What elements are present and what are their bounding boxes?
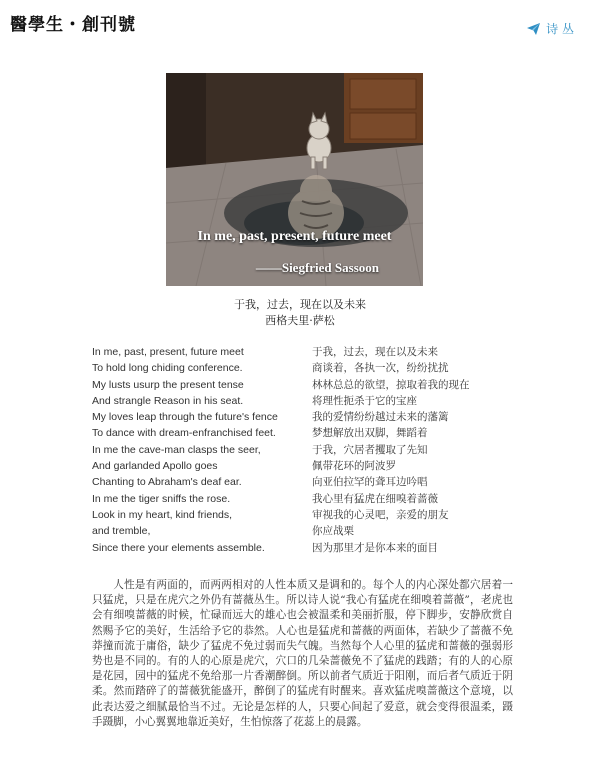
poem-line-en: Since there your elements assemble. bbox=[92, 541, 265, 554]
poem-line-cn: 于我，穴居者攫取了先知 bbox=[312, 443, 428, 456]
poem-line-cn: 因为那里才是你本来的面目 bbox=[312, 541, 438, 554]
poem-line-en: To hold long chiding conference. bbox=[92, 362, 243, 375]
poem-line-cn: 向亚伯拉罕的聋耳边吟唱 bbox=[312, 476, 428, 489]
poem-line-cn: 于我，过去，现在以及未来 bbox=[312, 346, 438, 358]
poem-line-cn: 你应战栗 bbox=[312, 525, 354, 538]
poem-line-cn: 佩带花环的阿波罗 bbox=[312, 460, 396, 473]
poem-line-en: To dance with dream-enfranchised feet. bbox=[92, 427, 276, 440]
column-tag[interactable] bbox=[527, 20, 574, 37]
poem-line-en: In me, past, present, future meet bbox=[92, 346, 244, 358]
poem-line-en: And garlanded Apollo goes bbox=[92, 460, 218, 473]
poem-english bbox=[92, 344, 278, 556]
poem-line-en: Look in my heart, kind friends, bbox=[92, 508, 233, 521]
poem-line-en: And strangle Reason in his seat. bbox=[92, 394, 244, 407]
paper-plane-icon bbox=[527, 23, 540, 35]
poem-line-en: My lusts usurp the present tense bbox=[92, 378, 244, 391]
masthead-title: 醫學生・創刊號 bbox=[10, 15, 136, 35]
poem-line-en: and tremble, bbox=[92, 525, 151, 538]
kitten-tiger-reflection-image bbox=[166, 73, 423, 286]
poem-line-en: My loves leap through the future's fence bbox=[92, 411, 278, 424]
poem-line-cn: 梦想解放出双脚，舞蹈着 bbox=[312, 427, 428, 440]
poem-author: 西格夫里·萨松 bbox=[265, 314, 335, 327]
poem-title bbox=[0, 297, 600, 329]
hero-quote: In me, past, present, future meet bbox=[197, 229, 392, 244]
poem-line-cn: 商谈着，各执一次，纷纷扰扰 bbox=[312, 362, 449, 375]
poem-line-cn: 将理性扼杀于它的宝座 bbox=[312, 394, 417, 407]
poem-line-cn: 审视我的心灵吧，亲爱的朋友 bbox=[312, 508, 449, 521]
hero-attribution: ——Siegfried Sassoon bbox=[255, 260, 379, 275]
essay-paragraph: 人性是有两面的，而两两相对的人性本质又是调和的。每个人的内心深处都穴居着一只猛虎，只是在虎穴之外仍有蔷薇丛生。所以诗人说“我心有猛虎在细嗅着蔷薇”，老虎也会有细嗅蔷薇的时候，忙碌而远大的雄心也会被温柔和美丽折服，停下脚步，安静欣赏自然赐予它的美好，生活给予它的恭然。人心也是猛虎和蔷薇的两面体，若缺少了蔷薇不免莽撞而流于庸俗，缺少了猛虎不免过弱而失气魄。当然每个人心里的猛虎和蔷薇的强弱形势也是不同的。有的人的心原是虎穴，穴口的几朵蔷薇免不了猛虎的践踏；有的人的心原是花园，园中的猛虎不免给那一片香潮醉倒。所以前者气质近于阳刚，而后者气质近于阴柔。然而踏碎了的蔷薇犹能盛开，醉倒了的猛虎有时醒来。喜欢猛虎嗅蔷薇这个意境，以此表达爱之细腻最恰当不过。无论是怎样的人，只要心间起了爱意，就会变得很温柔，蹑手蹑脚，小心翼翼地靠近美好，生怕惊落了花蕊上的晨露。 bbox=[92, 579, 513, 728]
poem-line-cn: 林林总总的欲望，掠取着我的现在 bbox=[312, 378, 470, 391]
poem-chinese bbox=[312, 344, 470, 556]
poem-line-cn: 我心里有猛虎在细嗅着蔷薇 bbox=[312, 492, 438, 505]
hero-image bbox=[166, 73, 423, 286]
poem-line-en: In me the tiger sniffs the rose. bbox=[92, 492, 231, 505]
column-label: 诗 丛 bbox=[546, 22, 574, 36]
poem-line-cn: 我的爱情纷纷越过未来的藩篱 bbox=[312, 411, 449, 424]
poem-line-en: In me the cave-man clasps the seer, bbox=[92, 443, 261, 456]
poem-line-en: Chanting to Abraham's deaf ear. bbox=[92, 476, 242, 489]
poem-title-line: 于我，过去，现在以及未来 bbox=[234, 298, 366, 311]
